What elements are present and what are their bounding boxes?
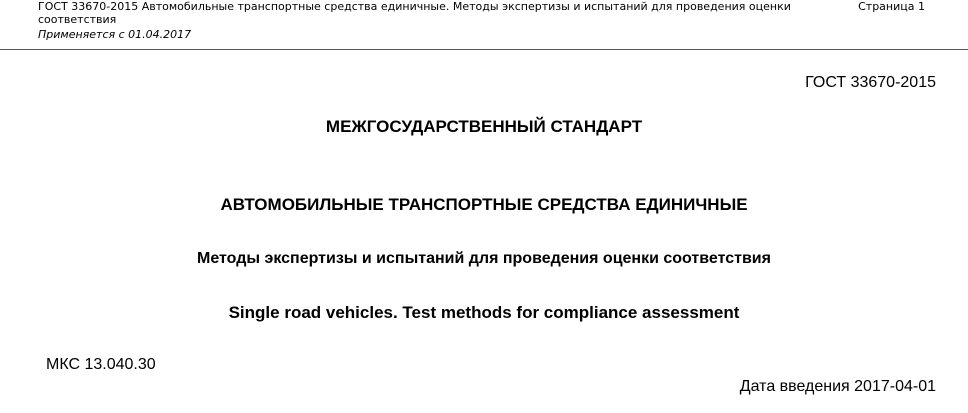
standard-type-heading: МЕЖГОСУДАРСТВЕННЫЙ СТАНДАРТ [325, 117, 643, 136]
header-page-number: Страница 1 [858, 0, 925, 13]
mks-code: МКС 13.040.30 [46, 356, 156, 373]
header-document-title: ГОСТ 33670-2015 Автомобильные транспортные средства единичные. Методы экспертизы и испытаний для проведения оценки соответствия [38, 0, 791, 26]
document-subtitle: Методы экспертизы и испытаний для проведения оценки соответствия [197, 250, 771, 267]
gost-code: ГОСТ 33670-2015 [805, 74, 936, 91]
introduction-date: Дата введения 2017-04-01 [739, 378, 936, 395]
document-title-english: Single road vehicles. Test methods for compliance assessment [228, 303, 740, 322]
page-header [0, 0, 968, 50]
document-title: АВТОМОБИЛЬНЫЕ ТРАНСПОРТНЫЕ СРЕДСТВА ЕДИНИЧНЫЕ [220, 195, 748, 214]
header-applies-note: Применяется с 01.04.2017 [38, 28, 192, 41]
